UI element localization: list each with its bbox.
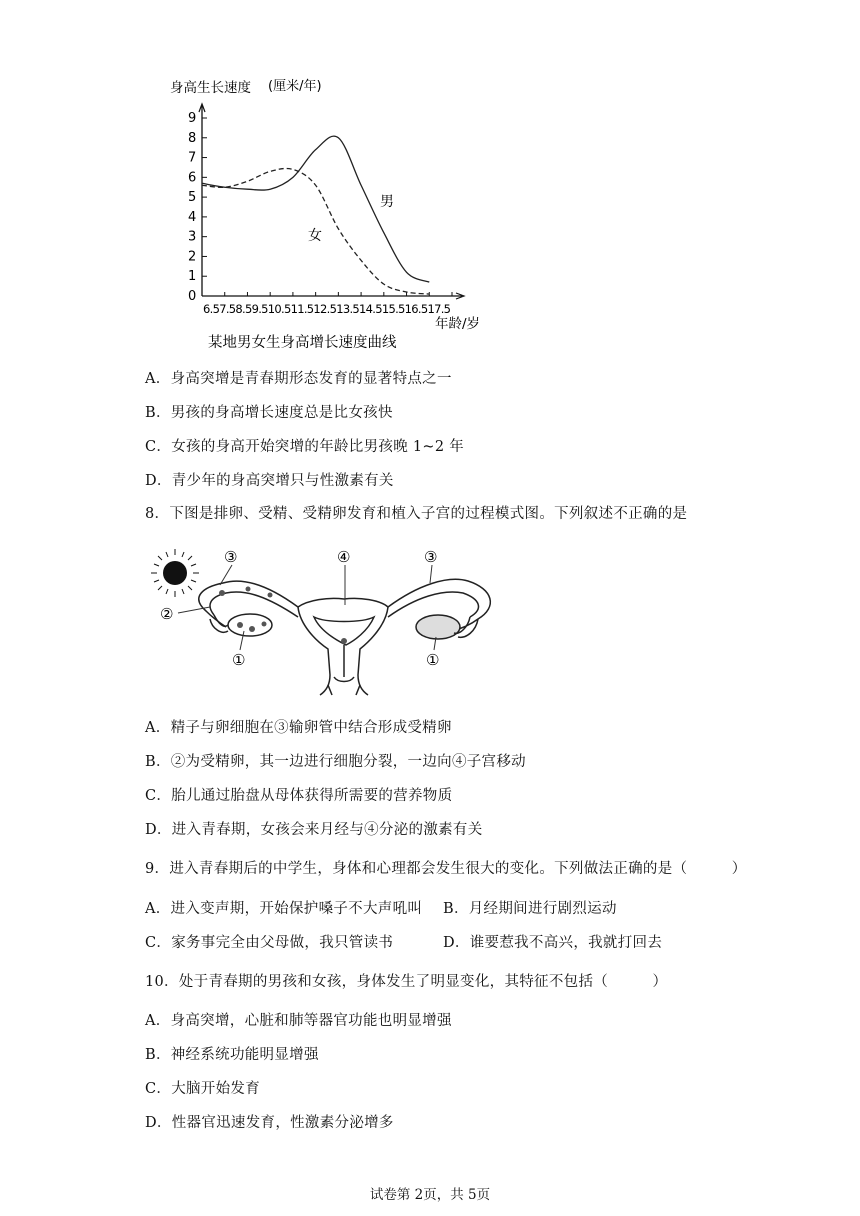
q10-option-c: C．大脑开始发育 (145, 1081, 260, 1097)
y-tick-label: 0 (188, 289, 197, 304)
q8-option-a: A．精子与卵细胞在③输卵管中结合形成受精卵 (145, 720, 452, 736)
callout-lines (178, 565, 436, 650)
y-tick-label: 6 (188, 170, 197, 186)
label-uterus: ④ (337, 548, 351, 566)
ovum-icon (151, 549, 199, 597)
y-tick-label: 3 (188, 229, 197, 245)
label-ovary-left: ① (232, 651, 246, 669)
series-label-boy: 男 (380, 194, 394, 210)
label-oviduct-left: ③ (224, 548, 238, 566)
series-label-girl: 女 (308, 228, 322, 244)
y-tick-label: 4 (188, 209, 197, 225)
chart-xlabel: 年龄/岁 (435, 316, 481, 332)
q7-option-a: A．身高突增是青春期形态发育的显著特点之一 (145, 371, 452, 387)
page-footer: 试卷第 2页，共 5页 (369, 1187, 491, 1203)
chart-plot (202, 136, 429, 294)
y-tick-label: 7 (188, 150, 197, 166)
q8-option-c: C．胎儿通过胎盘从母体获得所需要的营养物质 (145, 788, 453, 804)
q7-option-b: B．男孩的身高增长速度总是比女孩快 (145, 405, 393, 421)
q10-option-a: A．身高突增，心脏和肺等器官功能也明显增强 (145, 1013, 452, 1029)
y-tick-label: 9 (188, 111, 197, 126)
series-line-boy (202, 136, 429, 282)
uterus-svg (148, 545, 508, 700)
label-zygote: ② (160, 605, 174, 623)
y-tick-label: 2 (188, 249, 197, 265)
q9-option-c: C．家务事完全由父母做，我只管读书 (145, 935, 394, 951)
q7-option-c: C．女孩的身高开始突增的年龄比男孩晚 1~2 年 (145, 439, 465, 455)
q9-option-a: A．进入变声期，开始保护嗓子不大声吼叫 (145, 901, 423, 917)
q9-option-b: B．月经期间进行剧烈运动 (443, 901, 617, 917)
q9-stem: 9．进入青春期后的中学生，身体和心理都会发生很大的变化。下列做法正确的是（ ） (145, 861, 747, 877)
chart-svg (160, 70, 500, 360)
q8-option-d: D．进入青春期，女孩会来月经与④分泌的激素有关 (145, 822, 483, 838)
q8-option-b: B．②为受精卵，其一边进行细胞分裂，一边向④子宫移动 (145, 754, 526, 770)
q9-option-d: D．谁要惹我不高兴，我就打回去 (443, 935, 663, 951)
q10-stem: 10．处于青春期的男孩和女孩，身体发生了明显变化，其特征不包括（ ） (145, 974, 668, 990)
label-oviduct-right: ③ (424, 548, 438, 566)
q7-option-d: D．青少年的身高突增只与性激素有关 (145, 473, 394, 489)
label-ovary-right: ① (426, 651, 440, 669)
height-growth-chart (160, 70, 500, 360)
y-tick-label: 5 (188, 190, 197, 206)
y-tick-label: 1 (188, 269, 197, 285)
q10-option-d: D．性器官迅速发育，性激素分泌增多 (145, 1115, 394, 1131)
reproductive-system-diagram (148, 545, 508, 700)
chart-ylabel: 身高生长速度 (170, 80, 251, 96)
chart-yunit: (厘米/年) (268, 79, 322, 94)
q8-stem: 8．下图是排卵、受精、受精卵发育和植入子宫的过程模式图。下列叙述不正确的是 (145, 506, 688, 522)
chart-x-ticks: 6.57.58.59.510.511.512.513.514.515.516.517.5 (203, 302, 451, 316)
y-tick-label: 8 (188, 130, 197, 146)
chart-caption: 某地男女生身高增长速度曲线 (208, 335, 397, 351)
q10-option-b: B．神经系统功能明显增强 (145, 1047, 319, 1063)
